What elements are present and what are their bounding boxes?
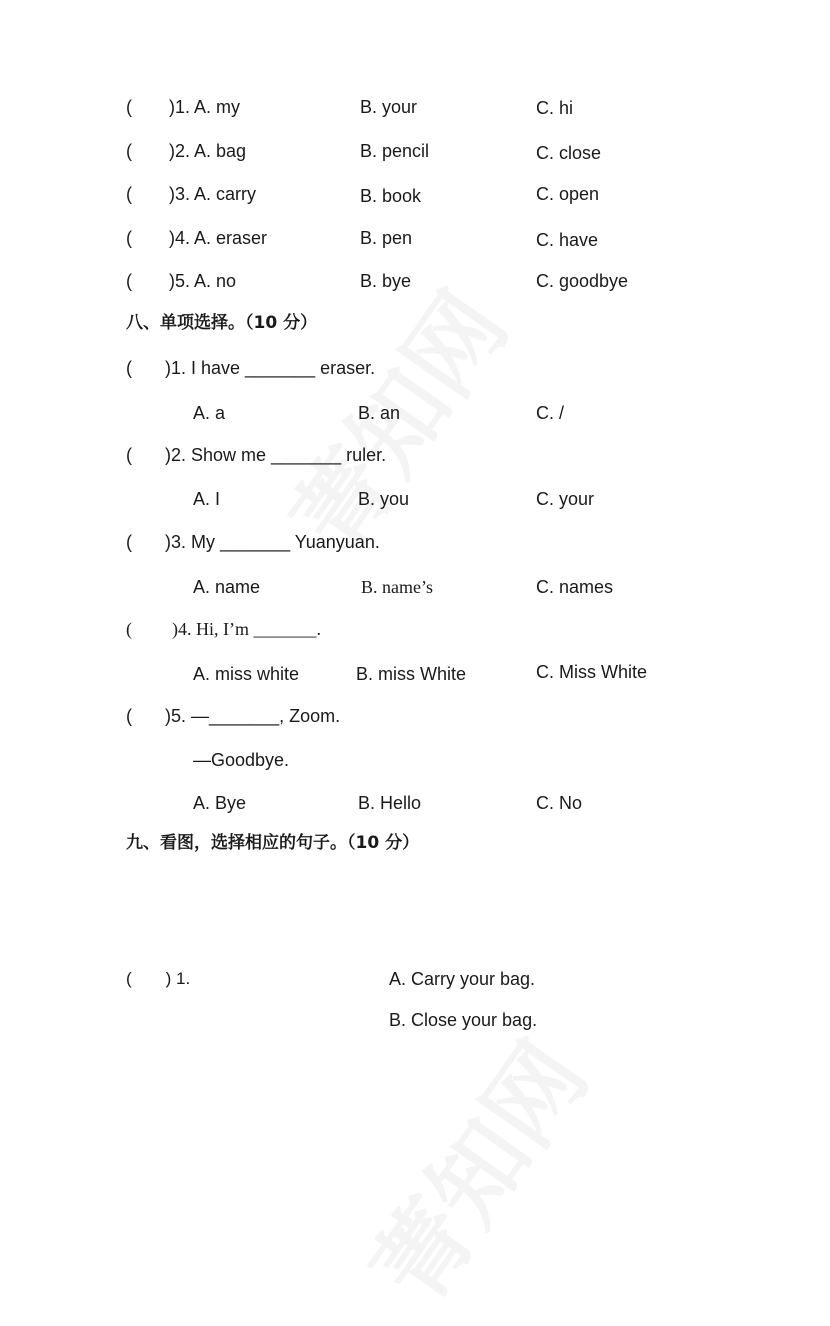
option-c: C. Miss White — [536, 662, 648, 682]
option-c: C. No — [536, 793, 583, 813]
option-a: )1. A. my — [169, 97, 241, 117]
option-a: A. Bye — [193, 793, 247, 813]
option-a: A. name — [193, 577, 261, 597]
answer-paren: ( — [126, 141, 132, 161]
option-b: B. your — [360, 97, 418, 117]
option-b: B. book — [360, 186, 422, 206]
dialogue-reply: —Goodbye. — [193, 750, 290, 770]
answer-paren: ( — [126, 271, 132, 291]
option-a: A. miss white — [193, 664, 300, 684]
answer-paren: ( — [126, 228, 132, 248]
option-b: B. bye — [360, 271, 412, 291]
option-b: B. miss White — [356, 664, 467, 684]
option-c: C. open — [536, 184, 600, 204]
option-c: C. names — [536, 577, 614, 597]
watermark — [335, 1011, 612, 1325]
option-c: C. your — [536, 489, 595, 509]
section-heading: 九、看图，选择相应的句子。（10 分） — [126, 833, 420, 853]
option-b: B. name’s — [361, 577, 433, 597]
question-stem: )5. —_______, Zoom. — [165, 706, 341, 726]
option-b: B. pen — [360, 228, 413, 248]
question-stem: )4. Hi, I’m _______. — [172, 619, 321, 639]
option-c: C. close — [536, 143, 602, 163]
question-stem: )1. I have _______ eraser. — [165, 358, 376, 378]
option-a: )3. A. carry — [169, 184, 257, 204]
option-b: B. an — [358, 403, 401, 423]
answer-paren: ( — [126, 445, 132, 465]
answer-paren: ( — [126, 184, 132, 204]
option-a: A. a — [193, 403, 226, 423]
option-c: C. hi — [536, 98, 574, 118]
section-heading: 八、单项选择。（10 分） — [126, 313, 318, 333]
option-a: A. Carry your bag. — [389, 969, 536, 989]
question-number: ( ) 1. — [126, 969, 191, 988]
option-a: A. I — [193, 489, 221, 509]
option-b: B. Close your bag. — [389, 1010, 538, 1030]
answer-paren: ( — [126, 532, 132, 552]
option-b: B. pencil — [360, 141, 430, 161]
answer-paren: ( — [126, 97, 132, 117]
answer-paren: ( — [126, 706, 132, 726]
option-b: B. Hello — [358, 793, 422, 813]
question-stem: )2. Show me _______ ruler. — [165, 445, 387, 465]
option-a: )2. A. bag — [169, 141, 247, 161]
option-a: )4. A. eraser — [169, 228, 268, 248]
option-a: )5. A. no — [169, 271, 237, 291]
question-stem: )3. My _______ Yuanyuan. — [165, 532, 380, 552]
option-b: B. you — [358, 489, 410, 509]
option-c: C. / — [536, 403, 565, 423]
option-c: C. goodbye — [536, 271, 629, 291]
answer-paren: ( — [126, 358, 132, 378]
answer-paren: ( — [126, 619, 132, 639]
option-c: C. have — [536, 230, 599, 250]
